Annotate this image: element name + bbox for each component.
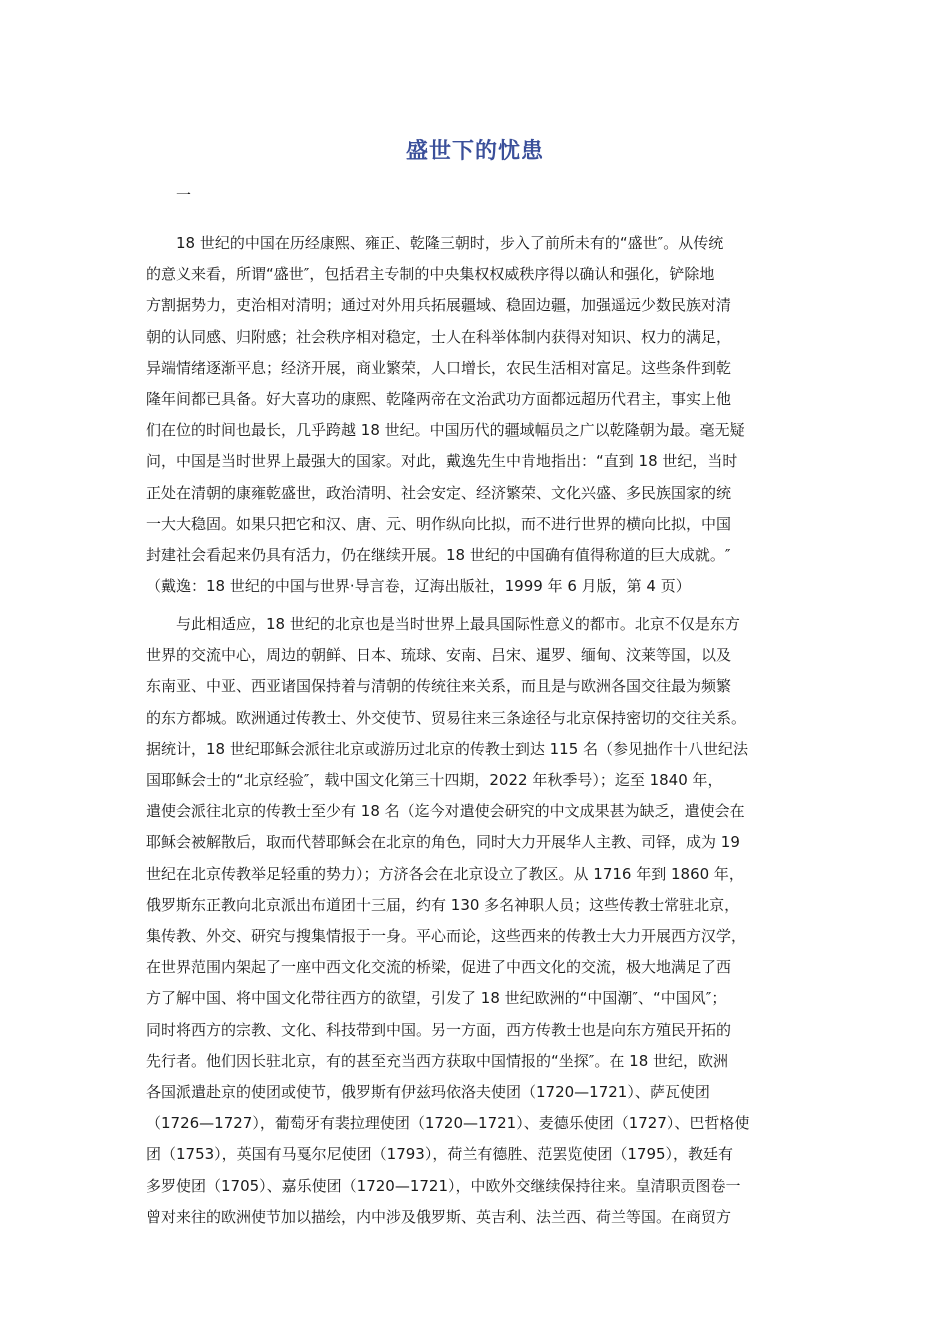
text-line: 方了解中国、将中国文化带往西方的欲望，引发了 18 世纪欧洲的“中国潮″、“中国风″； xyxy=(146,989,727,1008)
text-line: 18 世纪的中国在历经康熙、雍正、乾隆三朝时，步入了前所未有的“盛世″。从传统 xyxy=(176,234,724,252)
text-line: 东南亚、中亚、西亚诸国保持着与清朝的传统往来关系，而且是与欧洲各国交往最为频繁 xyxy=(146,677,732,696)
text-line: 据统计，18 世纪耶稣会派往北京或游历过北京的传教士到达 115 名（参见拙作十八世纪法 xyxy=(146,739,749,758)
text-line: 耶稣会被解散后，取而代替耶稣会在北京的角色，同时大力开展华人主教、司铎，成为 19 xyxy=(146,833,740,852)
text-line: 正处在清朝的康雍乾盛世，政治清明、社会安定、经济繁荣、文化兴盛、多民族国家的统 xyxy=(146,483,732,502)
text-line: 封建社会看起来仍具有活力，仍在继续开展。18 世纪的中国确有值得称道的巨大成就。″ xyxy=(146,546,731,565)
text-line: 各国派遣赴京的使团或使节，俄罗斯有伊兹玛依洛夫使团（1720—1721）、萨瓦使团 xyxy=(146,1083,710,1102)
text-line: 问，中国是当时世界上最强大的国家。对此，戴逸先生中肯地指出：“直到 18 世纪，当时 xyxy=(146,452,738,471)
text-line: 多罗使团（1705）、嘉乐使团（1720—1721），中欧外交继续保持往来。皇清职贡图卷一 xyxy=(146,1176,741,1195)
text-line: 隆年间都已具备。好大喜功的康熙、乾隆两帝在文治武功方面都远超历代君主，事实上他 xyxy=(146,390,732,409)
section-number: 一 xyxy=(176,186,192,204)
paragraph-text xyxy=(146,228,809,602)
citation-line: （戴逸：18 世纪的中国与世界·导言卷，辽海出版社，1999 年 6 月版，第 4 页） xyxy=(146,577,691,596)
page-title: 盛世下的忧患 xyxy=(405,139,544,164)
text-line: 与此相适应，18 世纪的北京也是当时世界上最具国际性意义的都市。北京不仅是东方 xyxy=(176,615,740,633)
paragraph-text xyxy=(146,609,809,1233)
text-line: 在世界范围内架起了一座中西文化交流的桥梁，促进了中西文化的交流，极大地满足了西 xyxy=(146,958,732,977)
text-line: 同时将西方的宗教、文化、科技带到中国。另一方面，西方传教士也是向东方殖民开拓的 xyxy=(146,1020,732,1039)
text-line: 异端情绪逐渐平息；经济开展，商业繁荣，人口增长，农民生活相对富足。这些条件到乾 xyxy=(146,358,732,377)
text-line: 一大大稳固。如果只把它和汉、唐、元、明作纵向比拟，而不进行世界的横向比拟，中国 xyxy=(146,514,732,533)
text-line: （1726—1727），葡萄牙有裴拉理使团（1720—1721）、麦德乐使团（1727）、巴哲格使 xyxy=(146,1114,750,1133)
text-line: 俄罗斯东正教向北京派出布道团十三届，约有 130 多名神职人员；这些传教士常驻北京， xyxy=(146,895,740,914)
text-line: 方割据势力，吏治相对清明；通过对外用兵拓展疆域、稳固边疆，加强遥远少数民族对清 xyxy=(146,296,732,315)
text-line: 朝的认同感、归附感；社会秩序相对稳定，士人在科举体制内获得对知识、权力的满足， xyxy=(146,327,732,346)
paragraph-2 xyxy=(146,609,809,1233)
text-line: 世纪在北京传教举足轻重的势力）；方济各会在北京设立了教区。从 1716 年到 1860 年， xyxy=(146,864,744,883)
text-line: 遣使会派往北京的传教士至少有 18 名（迄今对遣使会研究的中文成果甚为缺乏，遣使会在 xyxy=(146,802,745,821)
text-line: 世界的交流中心，周边的朝鲜、日本、琉球、安南、吕宋、暹罗、缅甸、汶莱等国，以及 xyxy=(146,646,732,665)
text-line: 国耶稣会士的“北京经验″，载中国文化第三十四期，2022 年秋季号）；迄至 1840 年， xyxy=(146,771,723,790)
text-line: 曾对来往的欧洲使节加以描绘，内中涉及俄罗斯、英吉利、法兰西、荷兰等国。在商贸方 xyxy=(146,1207,732,1226)
text-line: 集传教、外交、研究与搜集情报于一身。平心而论，这些西来的传教士大力开展西方汉学， xyxy=(146,927,747,946)
text-line: 团（1753），英国有马戛尔尼使团（1793），荷兰有德胜、范罢览使团（1795），教廷有 xyxy=(146,1145,734,1164)
text-line: 先行者。他们因长驻北京，有的甚至充当西方获取中国情报的“坐探″。在 18 世纪，欧洲 xyxy=(146,1051,729,1070)
paragraph-1 xyxy=(146,228,809,602)
text-line: 的东方都城。欧洲通过传教士、外交使节、贸易往来三条途径与北京保持密切的交往关系。 xyxy=(146,708,747,727)
text-line: 们在位的时间也最长，几乎跨越 18 世纪。中国历代的疆域幅员之广以乾隆朝为最。毫无疑 xyxy=(146,421,745,440)
text-line: 的意义来看，所谓“盛世″，包括君主专制的中央集权权威秩序得以确认和强化，铲除地 xyxy=(146,265,715,284)
